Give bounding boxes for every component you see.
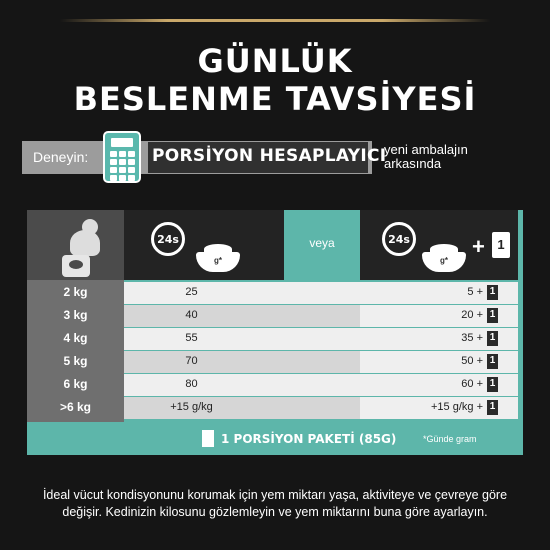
page-title-line1: GÜNLÜK <box>197 42 353 80</box>
calculator-title: PORSİYON HESAPLAYICI <box>152 146 387 166</box>
table-row: >6 kg +15 g/kg +15 g/kg + 1 <box>27 397 518 419</box>
try-label: Deneyin: <box>33 149 89 165</box>
24s-clock-icon: 24s <box>382 222 416 256</box>
pack-note: yeni ambalajın arkasında <box>384 142 468 171</box>
food-bowl-icon: g* <box>196 252 240 272</box>
pouch-icon <box>202 430 214 447</box>
pouch-icon: 1 <box>487 377 498 392</box>
table-row: 6 kg 80 60 + 1 <box>27 374 518 396</box>
dry-food-header <box>124 210 284 280</box>
advice-text: İdeal vücut kondisyonunu korumak için yem miktarı yaşa, aktiviteye ve çevreye göre değişir. Kedinizin kilosunu gözlemleyin ve yem miktarını buna göre ayarlayın. <box>42 488 508 519</box>
page-title-line2: BESLENME TAVSİYESİ <box>73 80 477 118</box>
table-row: 3 kg 40 20 + 1 <box>27 305 518 327</box>
top-gold-divider <box>60 19 490 22</box>
pouch-icon: 1 <box>487 354 498 369</box>
pouch-icon: 1 <box>487 331 498 346</box>
portion-pack-footer <box>27 422 523 455</box>
24s-clock-icon: 24s <box>151 222 185 256</box>
or-header: veya <box>284 210 360 280</box>
plus-sign: + <box>472 234 485 259</box>
feeding-table <box>27 210 523 455</box>
pouch-icon: 1 <box>487 285 498 300</box>
food-bowl-icon: g* <box>422 252 466 272</box>
table-row: 5 kg 70 50 + 1 <box>27 351 518 373</box>
pouch-icon: 1 <box>492 232 510 258</box>
calculator-icon <box>103 131 141 183</box>
pouch-icon: 1 <box>487 308 498 323</box>
table-row: 4 kg 55 35 + 1 <box>27 328 518 350</box>
daily-gram-note: *Günde gram <box>423 434 477 444</box>
cat-on-scale-icon <box>27 210 124 280</box>
portion-pack-label: 1 PORSİYON PAKETİ (85G) <box>221 432 397 446</box>
pouch-icon: 1 <box>487 400 498 415</box>
mixed-feeding-header <box>360 210 518 280</box>
table-row: 2 kg 25 5 + 1 <box>27 282 518 304</box>
